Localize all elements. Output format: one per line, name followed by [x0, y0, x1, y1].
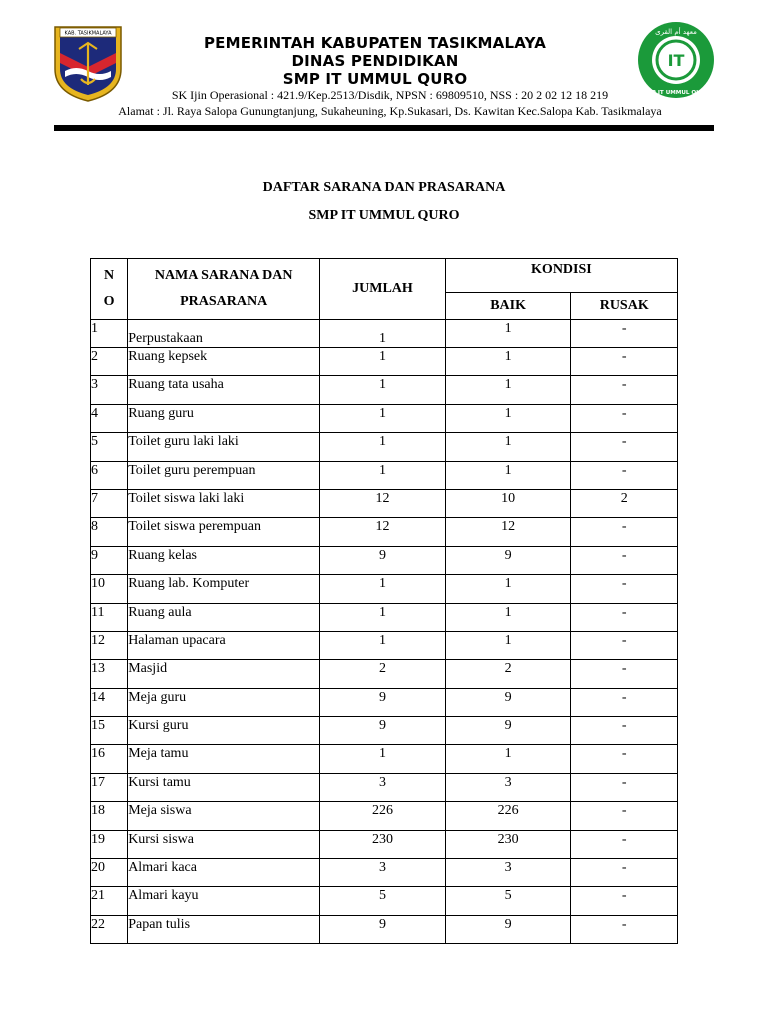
row-baik-cell: 1: [445, 376, 571, 404]
row-rusak-cell: -: [571, 688, 678, 716]
row-jumlah-cell: 1: [320, 631, 446, 659]
left-logo-text: KAB. TASIKMALAYA: [64, 30, 112, 37]
row-rusak-cell: -: [571, 348, 678, 376]
table-row: [91, 631, 678, 659]
document-subtitle: SMP IT UMMUL QURO: [308, 208, 460, 223]
row-rusak-cell: -: [571, 631, 678, 659]
header-rusak: RUSAK: [571, 293, 678, 320]
row-no-cell: 3: [91, 376, 128, 404]
row-name-cell: Kursi siswa: [128, 830, 320, 858]
header-jumlah: JUMLAH: [320, 259, 446, 320]
row-rusak-cell: -: [571, 320, 678, 348]
row-no-cell: 6: [91, 461, 128, 489]
row-rusak-cell: -: [571, 603, 678, 631]
right-logo-text: SMP IT UMMUL QURO: [642, 90, 710, 96]
row-no-cell: 11: [91, 603, 128, 631]
table-row: [91, 773, 678, 801]
row-rusak-cell: -: [571, 404, 678, 432]
row-name-cell: Ruang kepsek: [128, 348, 320, 376]
row-no-cell: 17: [91, 773, 128, 801]
row-name-cell: Toilet guru perempuan: [128, 461, 320, 489]
table-row: [91, 404, 678, 432]
row-name-cell: Ruang lab. Komputer: [128, 575, 320, 603]
row-name-cell: Meja siswa: [128, 802, 320, 830]
row-no-cell: 18: [91, 802, 128, 830]
row-jumlah-cell: 226: [320, 802, 446, 830]
table-row: [91, 575, 678, 603]
row-baik-cell: 1: [445, 745, 571, 773]
row-rusak-cell: -: [571, 830, 678, 858]
table-row: [91, 320, 678, 348]
row-name-cell: Papan tulis: [128, 915, 320, 943]
row-no-cell: 1: [91, 320, 128, 348]
row-no-cell: 8: [91, 518, 128, 546]
row-no-cell: 10: [91, 575, 128, 603]
row-rusak-cell: -: [571, 887, 678, 915]
row-rusak-cell: -: [571, 745, 678, 773]
row-rusak-cell: -: [571, 660, 678, 688]
row-baik-cell: 1: [445, 575, 571, 603]
row-jumlah-cell: 9: [320, 546, 446, 574]
document-title: DAFTAR SARANA DAN PRASARANA: [262, 180, 506, 195]
row-no-cell: 14: [91, 688, 128, 716]
row-baik-cell: 5: [445, 887, 571, 915]
table-row: [91, 688, 678, 716]
row-no-cell: 21: [91, 887, 128, 915]
row-rusak-cell: -: [571, 575, 678, 603]
row-jumlah-cell: 3: [320, 773, 446, 801]
row-jumlah-cell: 9: [320, 688, 446, 716]
table-row: [91, 376, 678, 404]
row-baik-cell: 12: [445, 518, 571, 546]
row-no-cell: 7: [91, 489, 128, 517]
row-jumlah-cell: 9: [320, 915, 446, 943]
row-name-cell: Ruang aula: [128, 603, 320, 631]
row-baik-cell: 1: [445, 433, 571, 461]
row-jumlah-cell: 1: [320, 376, 446, 404]
table-row: [91, 348, 678, 376]
row-rusak-cell: -: [571, 461, 678, 489]
row-baik-cell: 1: [445, 348, 571, 376]
row-no-cell: 20: [91, 859, 128, 887]
row-name-cell: Perpustakaan: [128, 320, 320, 348]
table-row: [91, 546, 678, 574]
row-baik-cell: 9: [445, 717, 571, 745]
department-name: DINAS PENDIDIKAN: [291, 52, 459, 70]
row-name-cell: Almari kaca: [128, 859, 320, 887]
table-row: [91, 859, 678, 887]
row-baik-cell: 1: [445, 603, 571, 631]
row-name-cell: Toilet siswa perempuan: [128, 518, 320, 546]
row-no-cell: 2: [91, 348, 128, 376]
address-line: Alamat : Jl. Raya Salopa Gunungtanjung, Sukaheuning, Kp.Sukasari, Ds. Kawitan Kec.Salopa Kab. Tasikmalaya: [118, 104, 662, 118]
table-header-row: [91, 259, 678, 293]
row-rusak-cell: 2: [571, 489, 678, 517]
row-baik-cell: 2: [445, 660, 571, 688]
table-row: [91, 830, 678, 858]
row-baik-cell: 230: [445, 830, 571, 858]
row-jumlah-cell: 1: [320, 348, 446, 376]
school-name: SMP IT UMMUL QURO: [282, 70, 468, 88]
row-jumlah-cell: 1: [320, 404, 446, 432]
facilities-table: [90, 258, 678, 944]
row-baik-cell: 9: [445, 688, 571, 716]
row-no-cell: 15: [91, 717, 128, 745]
row-name-cell: Kursi guru: [128, 717, 320, 745]
row-baik-cell: 226: [445, 802, 571, 830]
row-rusak-cell: -: [571, 859, 678, 887]
row-rusak-cell: -: [571, 773, 678, 801]
row-baik-cell: 9: [445, 546, 571, 574]
row-no-cell: 5: [91, 433, 128, 461]
row-baik-cell: 9: [445, 915, 571, 943]
table-row: [91, 745, 678, 773]
row-jumlah-cell: 1: [320, 320, 446, 348]
row-name-cell: Masjid: [128, 660, 320, 688]
row-no-cell: 12: [91, 631, 128, 659]
row-rusak-cell: -: [571, 546, 678, 574]
table-row: [91, 915, 678, 943]
row-rusak-cell: -: [571, 915, 678, 943]
table-row: [91, 433, 678, 461]
row-jumlah-cell: 1: [320, 603, 446, 631]
row-name-cell: Meja guru: [128, 688, 320, 716]
government-name: PEMERINTAH KABUPATEN TASIKMALAYA: [203, 34, 547, 52]
row-no-cell: 4: [91, 404, 128, 432]
row-no-cell: 22: [91, 915, 128, 943]
row-jumlah-cell: 1: [320, 745, 446, 773]
table-row: [91, 518, 678, 546]
row-name-cell: Ruang tata usaha: [128, 376, 320, 404]
row-name-cell: Toilet siswa laki laki: [128, 489, 320, 517]
right-logo-mark: IT: [667, 51, 685, 70]
row-rusak-cell: -: [571, 802, 678, 830]
row-jumlah-cell: 12: [320, 518, 446, 546]
row-baik-cell: 10: [445, 489, 571, 517]
row-name-cell: Toilet guru laki laki: [128, 433, 320, 461]
row-rusak-cell: -: [571, 433, 678, 461]
row-name-cell: Halaman upacara: [128, 631, 320, 659]
row-name-cell: Ruang kelas: [128, 546, 320, 574]
row-name-cell: Ruang guru: [128, 404, 320, 432]
row-jumlah-cell: 3: [320, 859, 446, 887]
row-jumlah-cell: 12: [320, 489, 446, 517]
row-jumlah-cell: 1: [320, 575, 446, 603]
table-row: [91, 489, 678, 517]
row-baik-cell: 1: [445, 461, 571, 489]
row-jumlah-cell: 1: [320, 433, 446, 461]
header-name: NAMA SARANA DAN PRASARANA: [128, 259, 320, 320]
row-rusak-cell: -: [571, 717, 678, 745]
row-no-cell: 13: [91, 660, 128, 688]
header-kondisi: KONDISI: [445, 259, 677, 293]
row-no-cell: 9: [91, 546, 128, 574]
row-jumlah-cell: 2: [320, 660, 446, 688]
row-baik-cell: 1: [445, 320, 571, 348]
table-row: [91, 887, 678, 915]
row-rusak-cell: -: [571, 518, 678, 546]
row-jumlah-cell: 5: [320, 887, 446, 915]
header-no: N O: [91, 259, 128, 320]
sk-license-line: SK Ijin Operasional : 421.9/Kep.2513/Disdik, NPSN : 69809510, NSS : 20 2 02 12 18 219: [171, 88, 609, 102]
row-no-cell: 19: [91, 830, 128, 858]
row-baik-cell: 1: [445, 404, 571, 432]
row-baik-cell: 1: [445, 631, 571, 659]
table-row: [91, 461, 678, 489]
right-logo-arabic: معهد أم القرى: [655, 28, 697, 36]
row-jumlah-cell: 1: [320, 461, 446, 489]
row-name-cell: Meja tamu: [128, 745, 320, 773]
table-row: [91, 603, 678, 631]
row-jumlah-cell: 230: [320, 830, 446, 858]
table-row: [91, 717, 678, 745]
row-name-cell: Almari kayu: [128, 887, 320, 915]
table-row: [91, 802, 678, 830]
row-baik-cell: 3: [445, 773, 571, 801]
row-rusak-cell: -: [571, 376, 678, 404]
table-row: [91, 660, 678, 688]
row-jumlah-cell: 9: [320, 717, 446, 745]
row-baik-cell: 3: [445, 859, 571, 887]
header-baik: BAIK: [445, 293, 571, 320]
header-divider: [54, 125, 714, 131]
row-no-cell: 16: [91, 745, 128, 773]
row-name-cell: Kursi tamu: [128, 773, 320, 801]
